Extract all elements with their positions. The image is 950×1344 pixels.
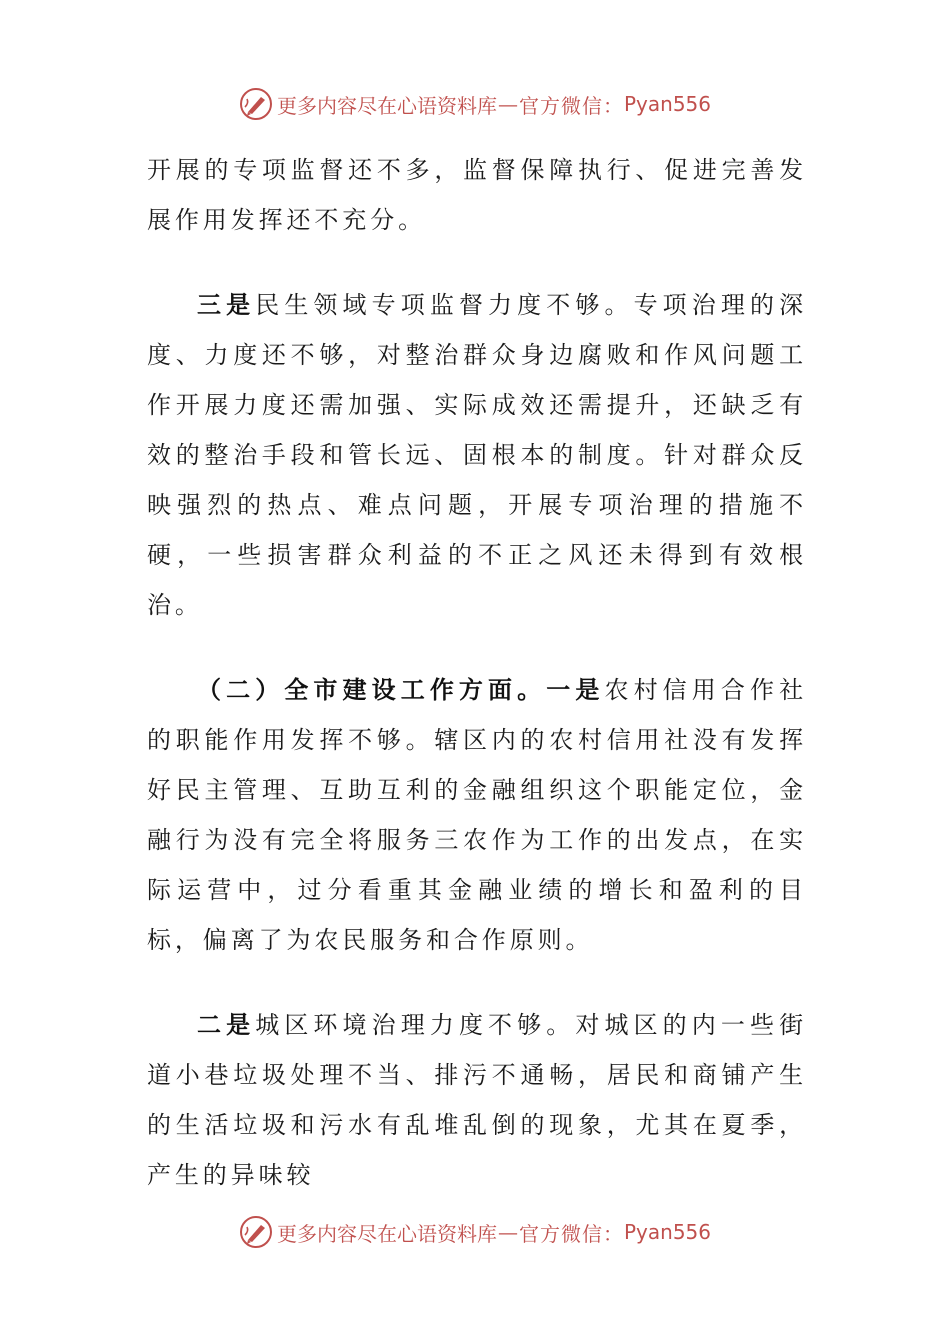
- paragraph-2-text: 民生领域专项监督力度不够。专项治理的深度、力度还不够，对整治群众身边腐败和作风问题工作开展力度还需加强、实际成效还需提升，还缺乏有效的整治手段和管长远、固根本的制度。针对群众反映强烈的热点、难点问题，开展专项治理的措施不硬，一些损害群众利益的不正之风还未得到有效根治。: [147, 291, 807, 619]
- paragraph-4: [147, 1000, 807, 1200]
- footer-wechat-label: 官方微信：: [518, 1221, 624, 1246]
- footer-dash: —: [497, 1220, 518, 1244]
- header-wechat-label: 官方微信：: [518, 93, 624, 118]
- paragraph-4-lead: 二是: [197, 1011, 256, 1039]
- footer-site-text: 更多内容尽在心语资料库: [276, 1221, 497, 1246]
- header-site-text: 更多内容尽在心语资料库: [276, 93, 497, 118]
- paragraph-3: [147, 665, 807, 965]
- paragraph-2-lead: 三是: [197, 291, 256, 319]
- header-banner: [0, 84, 950, 124]
- paragraph-spacer: [147, 630, 807, 665]
- header-wechat-id: Pyan556: [623, 92, 711, 116]
- document-body: [147, 145, 807, 1200]
- paragraph-4-text: 城区环境治理力度不够。对城区的内一些街道小巷垃圾处理不当、排污不通畅，居民和商铺产生的生活垃圾和污水有乱堆乱倒的现象，尤其在夏季，产生的异味较: [147, 1011, 807, 1189]
- footer-wechat-id: Pyan556: [623, 1220, 711, 1244]
- paragraph-1-text: 开展的专项监督还不多，监督保障执行、促进完善发展作用发挥还不充分。: [147, 156, 807, 234]
- footer-banner: [0, 1212, 950, 1252]
- paragraph-2: [147, 280, 807, 630]
- paragraph-3-lead: （二）全市建设工作方面。一是: [197, 676, 605, 704]
- paragraph-spacer: [147, 965, 807, 1000]
- pen-logo-icon: [239, 87, 273, 121]
- paragraph-3-text: 农村信用合作社的职能作用发挥不够。辖区内的农村信用社没有发挥好民主管理、互助互利的金融组织这个职能定位，金融行为没有完全将服务三农作为工作的出发点，在实际运营中，过分看重其金融业绩的增长和盈利的目标，偏离了为农民服务和合作原则。: [147, 676, 807, 954]
- paragraph-1: [147, 145, 807, 245]
- pen-logo-icon: [239, 1215, 273, 1249]
- paragraph-spacer: [147, 245, 807, 280]
- header-dash: —: [497, 92, 518, 116]
